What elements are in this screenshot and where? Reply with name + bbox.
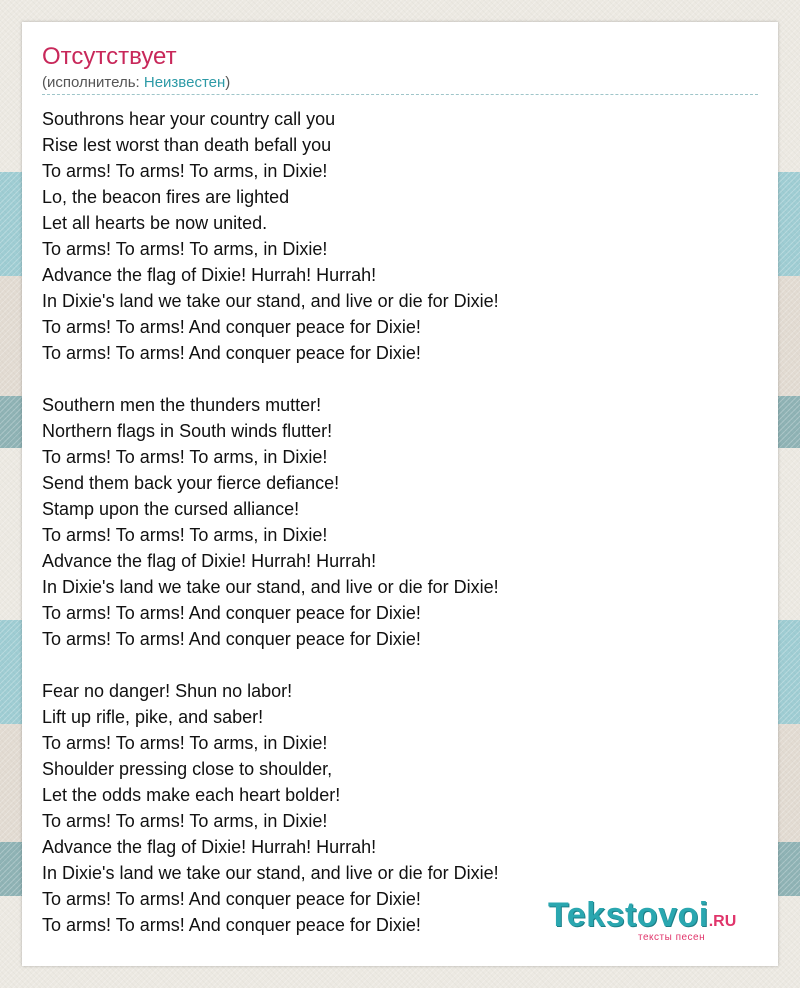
lyric-line: To arms! To arms! And conquer peace for Dixie! [42, 915, 421, 935]
lyric-line: Advance the flag of Dixie! Hurrah! Hurrah! [42, 265, 377, 285]
stanza-break [42, 652, 499, 678]
lyrics-card [22, 22, 778, 966]
lyric-line: Lo, the beacon fires are lighted [42, 187, 290, 207]
lyric-line: To arms! To arms! And conquer peace for Dixie! [42, 889, 421, 909]
logo-tagline: тексты песен [638, 932, 706, 943]
lyric-line: Send them back your fierce defiance! [42, 473, 340, 493]
lyric-line: Rise lest worst than death befall you [42, 135, 332, 155]
artist-suffix: ) [225, 74, 231, 91]
lyric-line: Lift up rifle, pike, and saber! [42, 707, 264, 727]
lyric-line: To arms! To arms! To arms, in Dixie! [42, 239, 328, 259]
lyric-line: To arms! To arms! To arms, in Dixie! [42, 525, 328, 545]
lyrics-text [42, 106, 499, 938]
logo-name: Tekstovoi [548, 896, 709, 934]
lyric-line: Shoulder pressing close to shoulder, [42, 759, 333, 779]
title-divider [42, 94, 758, 95]
artist-line [42, 74, 230, 92]
lyric-line: To arms! To arms! And conquer peace for Dixie! [42, 603, 421, 623]
artist-prefix: (исполнитель: [42, 74, 144, 91]
lyric-line: To arms! To arms! To arms, in Dixie! [42, 811, 328, 831]
logo-tld: .RU [708, 913, 737, 930]
lyric-line: To arms! To arms! And conquer peace for Dixie! [42, 629, 421, 649]
lyric-line: Southrons hear your country call you [42, 109, 336, 129]
lyric-line: Advance the flag of Dixie! Hurrah! Hurrah! [42, 837, 377, 857]
lyric-line: Southern men the thunders mutter! [42, 395, 322, 415]
lyric-line: Let all hearts be now united. [42, 213, 268, 233]
artist-link[interactable]: Неизвестен [143, 74, 226, 91]
lyric-line: Stamp upon the cursed alliance! [42, 499, 300, 519]
lyric-line: In Dixie's land we take our stand, and live or die for Dixie! [42, 291, 499, 311]
lyric-line: Fear no danger! Shun no labor! [42, 681, 293, 701]
lyric-line: To arms! To arms! To arms, in Dixie! [42, 733, 328, 753]
stanza-break [42, 366, 499, 392]
lyric-line: Advance the flag of Dixie! Hurrah! Hurrah! [42, 551, 377, 571]
lyric-line: In Dixie's land we take our stand, and live or die for Dixie! [42, 577, 499, 597]
lyric-line: To arms! To arms! To arms, in Dixie! [42, 161, 328, 181]
lyric-line: In Dixie's land we take our stand, and live or die for Dixie! [42, 863, 499, 883]
song-title: Отсутствует [42, 43, 177, 70]
site-logo[interactable] [548, 896, 758, 946]
lyric-line: To arms! To arms! And conquer peace for Dixie! [42, 343, 421, 363]
lyric-line: Northern flags in South winds flutter! [42, 421, 333, 441]
lyric-line: To arms! To arms! And conquer peace for Dixie! [42, 317, 421, 337]
lyric-line: To arms! To arms! To arms, in Dixie! [42, 447, 328, 467]
lyric-line: Let the odds make each heart bolder! [42, 785, 341, 805]
